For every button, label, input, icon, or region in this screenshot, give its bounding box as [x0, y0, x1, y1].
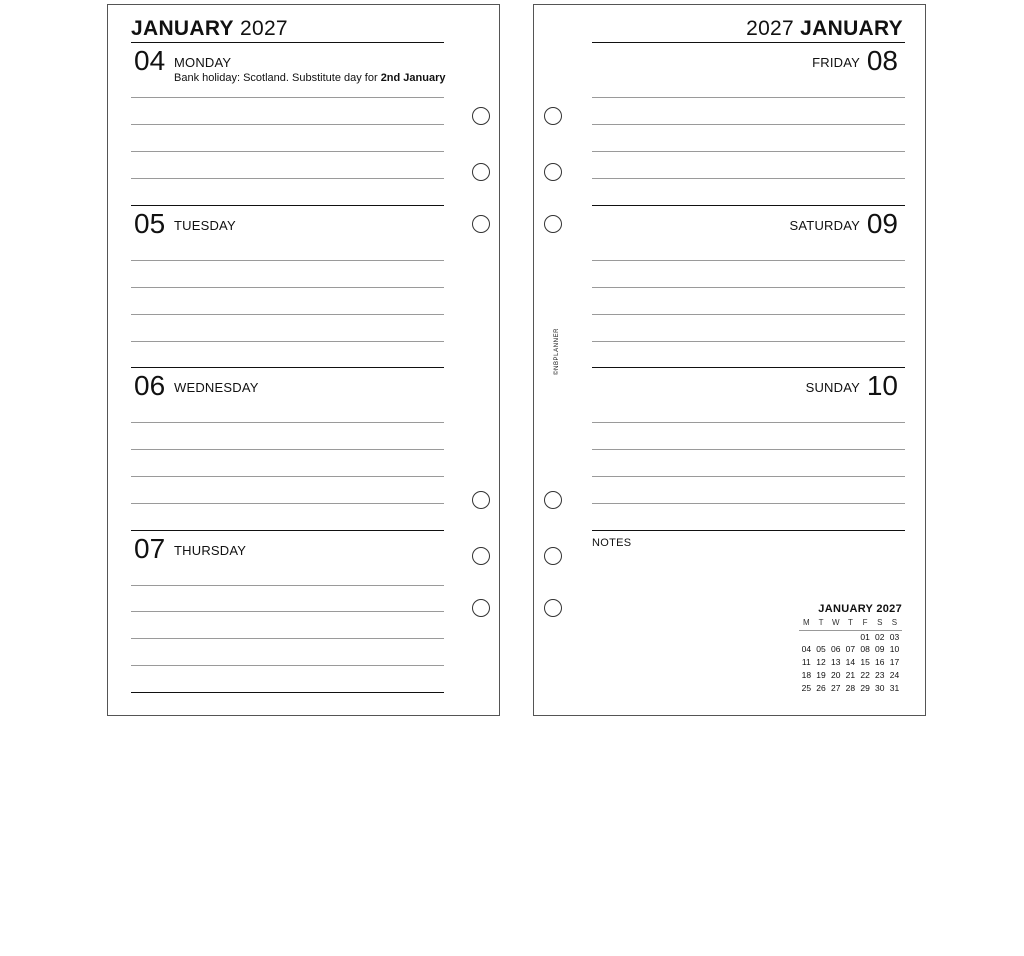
day-divider — [131, 205, 444, 206]
calendar-day: 19 — [816, 669, 826, 680]
writing-line[interactable] — [131, 151, 444, 152]
calendar-day: 29 — [860, 682, 870, 693]
calendar-day: 14 — [845, 657, 856, 668]
day-number-friday: 08 — [866, 45, 898, 76]
binder-hole-icon — [544, 547, 562, 565]
writing-line[interactable] — [131, 476, 444, 477]
binder-hole-icon — [472, 491, 490, 509]
writing-line[interactable] — [592, 97, 905, 98]
calendar-day: 22 — [860, 669, 870, 680]
day-number-monday: 04 — [134, 45, 166, 76]
calendar-day: 10 — [889, 644, 900, 655]
writing-line[interactable] — [592, 260, 905, 261]
page-title — [131, 17, 288, 41]
copyright-mark: ©NBPLANNER — [554, 327, 560, 375]
writing-line[interactable] — [131, 422, 444, 423]
writing-line[interactable] — [592, 422, 905, 423]
calendar-day: 06 — [830, 644, 841, 655]
writing-line[interactable] — [592, 314, 905, 315]
binder-hole-icon — [544, 215, 562, 233]
day-divider — [131, 530, 444, 531]
month-label: JANUARY — [800, 17, 903, 40]
writing-line[interactable] — [131, 503, 444, 504]
page-bottom-rule — [131, 692, 444, 693]
day-number-saturday: 09 — [866, 208, 898, 239]
binder-hole-icon — [472, 163, 490, 181]
binder-hole-icon — [472, 215, 490, 233]
calendar-day: 20 — [830, 669, 841, 680]
calendar-day: 08 — [860, 644, 870, 655]
day-name-thursday: THURSDAY — [174, 543, 247, 558]
calendar-day: 17 — [889, 657, 900, 668]
binder-hole-icon — [472, 547, 490, 565]
calendar-day — [843, 631, 858, 644]
day-number-wednesday: 06 — [134, 370, 166, 401]
calendar-day: 12 — [816, 657, 826, 668]
binder-hole-icon — [472, 107, 490, 125]
writing-line[interactable] — [131, 449, 444, 450]
day-divider — [592, 530, 905, 531]
calendar-day: 07 — [845, 644, 856, 655]
calendar-day: 31 — [889, 682, 900, 693]
writing-line[interactable] — [131, 314, 444, 315]
day-number-thursday: 07 — [134, 533, 166, 564]
left-page — [107, 4, 500, 716]
binder-hole-icon — [544, 491, 562, 509]
header-rule — [131, 42, 444, 43]
day-name-friday: FRIDAY — [812, 55, 860, 70]
writing-line[interactable] — [131, 260, 444, 261]
calendar-day — [828, 631, 843, 644]
calendar-day: 01 — [860, 631, 870, 642]
calendar-day: 02 — [875, 631, 885, 642]
calendar-day: 03 — [889, 631, 900, 642]
calendar-day: 11 — [801, 657, 811, 668]
weekday-label: T — [814, 617, 829, 631]
calendar-day: 16 — [875, 657, 885, 668]
weekday-label: W — [828, 617, 843, 631]
calendar-day — [814, 631, 829, 644]
day-name-saturday: SATURDAY — [789, 218, 860, 233]
calendar-day: 27 — [830, 682, 841, 693]
calendar-day: 24 — [889, 669, 900, 680]
writing-line[interactable] — [592, 287, 905, 288]
binder-hole-icon — [472, 599, 490, 617]
mini-calendar-title: JANUARY 2027 — [818, 603, 902, 615]
calendar-day: 04 — [801, 644, 812, 655]
writing-line[interactable] — [592, 503, 905, 504]
calendar-day: 15 — [860, 657, 870, 668]
day-name-sunday: SUNDAY — [805, 380, 860, 395]
calendar-day: 25 — [801, 682, 812, 693]
day-divider — [592, 367, 905, 368]
notes-label: NOTES — [592, 537, 632, 549]
day-name-wednesday: WEDNESDAY — [174, 380, 259, 395]
day-name-monday: MONDAY — [174, 55, 232, 70]
binder-hole-icon — [544, 599, 562, 617]
calendar-day: 21 — [845, 669, 856, 680]
writing-line[interactable] — [592, 341, 905, 342]
calendar-day: 26 — [816, 682, 826, 693]
calendar-day: 28 — [845, 682, 856, 693]
calendar-day: 18 — [801, 669, 812, 680]
writing-line[interactable] — [592, 476, 905, 477]
weekday-label: T — [843, 617, 858, 631]
day-name-tuesday: TUESDAY — [174, 218, 236, 233]
calendar-day — [799, 631, 814, 644]
calendar-day: 30 — [875, 682, 885, 693]
writing-line[interactable] — [131, 178, 444, 179]
page-title — [746, 17, 903, 41]
weekday-label: M — [799, 617, 814, 631]
writing-line[interactable] — [131, 287, 444, 288]
weekday-label: S — [872, 617, 887, 631]
writing-line[interactable] — [131, 585, 444, 586]
day-divider — [592, 205, 905, 206]
writing-line[interactable] — [592, 151, 905, 152]
holiday-note-date: 2nd January — [380, 72, 446, 84]
day-divider — [131, 367, 444, 368]
writing-line[interactable] — [131, 665, 444, 666]
weekday-label: F — [858, 617, 873, 631]
mini-calendar — [799, 603, 905, 694]
writing-line[interactable] — [131, 97, 444, 98]
day-number-tuesday: 05 — [134, 208, 166, 239]
holiday-note — [174, 72, 446, 84]
writing-line[interactable] — [131, 638, 444, 639]
header-rule — [592, 42, 905, 43]
writing-line[interactable] — [592, 449, 905, 450]
calendar-day: 09 — [875, 644, 885, 655]
writing-line[interactable] — [131, 341, 444, 342]
binder-hole-icon — [544, 107, 562, 125]
year-label: 2027 — [746, 17, 795, 40]
day-number-sunday: 10 — [866, 370, 898, 401]
calendar-day: 05 — [816, 644, 826, 655]
year-label: 2027 — [239, 17, 288, 40]
calendar-day: 23 — [875, 669, 885, 680]
holiday-note-text: Bank holiday: Scotland. Substitute day for — [174, 72, 381, 84]
mini-calendar-grid — [799, 617, 905, 694]
weekday-label: S — [887, 617, 902, 631]
calendar-day: 13 — [830, 657, 841, 668]
binder-hole-icon — [544, 163, 562, 181]
right-page — [533, 4, 926, 716]
writing-line[interactable] — [131, 124, 444, 125]
writing-line[interactable] — [592, 178, 905, 179]
writing-line[interactable] — [592, 124, 905, 125]
month-label: JANUARY — [131, 17, 234, 40]
writing-line[interactable] — [131, 611, 444, 612]
